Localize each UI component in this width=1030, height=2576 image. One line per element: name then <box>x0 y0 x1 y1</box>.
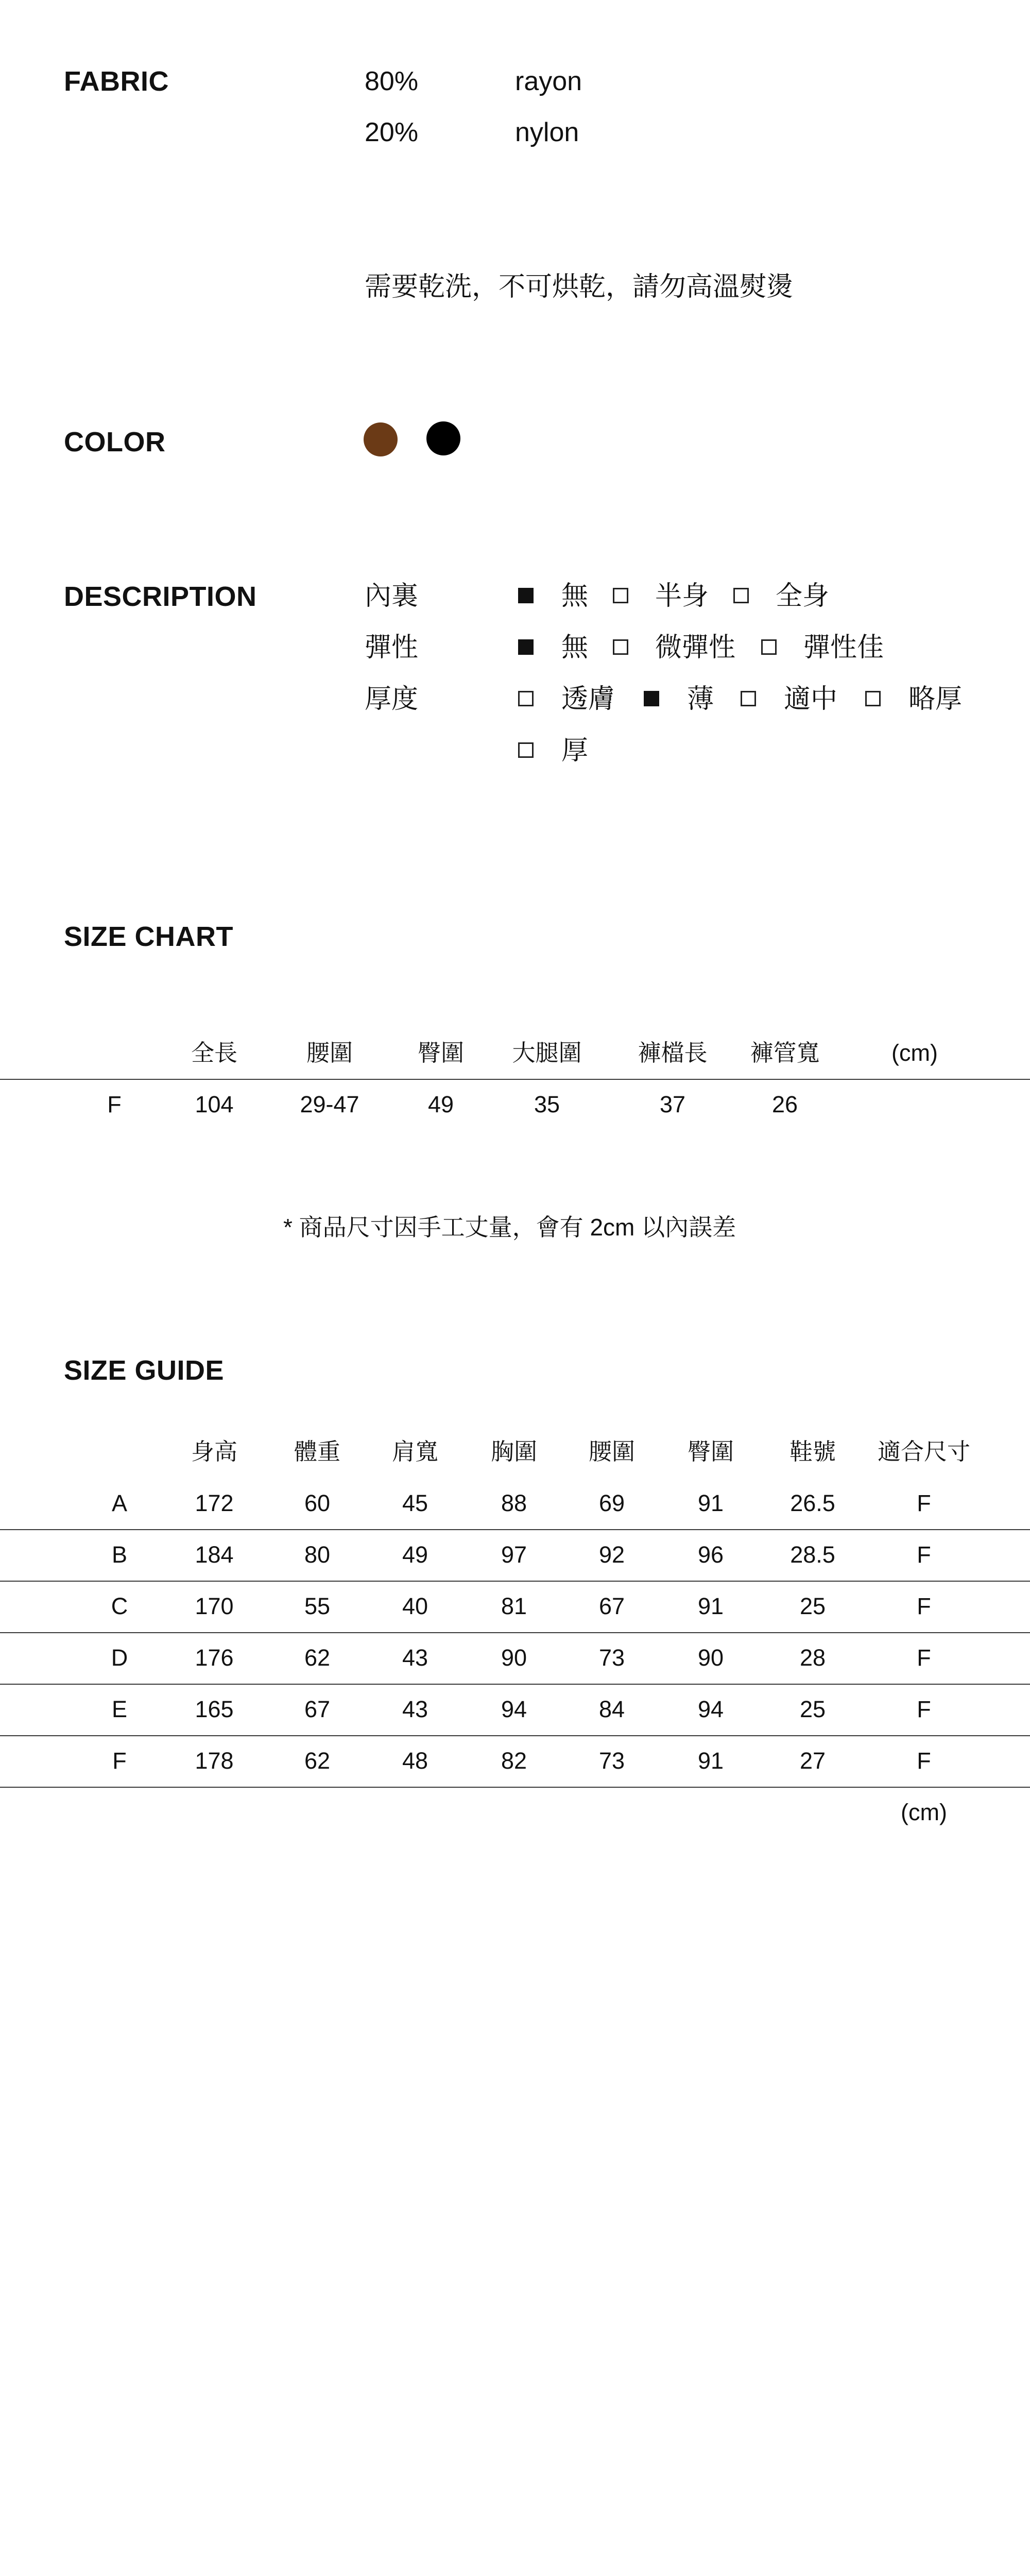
size-label: F <box>107 1091 122 1117</box>
table-cell: 88 <box>501 1490 527 1516</box>
table-cell: 92 <box>598 1541 625 1568</box>
checkbox-checked <box>518 588 534 603</box>
table-cell: 91 <box>697 1748 724 1774</box>
table-cell: F <box>917 1490 931 1516</box>
table-cell: 62 <box>304 1748 331 1774</box>
table-cell: F <box>917 1696 931 1722</box>
table-cell: 37 <box>659 1091 686 1117</box>
color-swatch-black <box>426 421 460 455</box>
table-header: 褲檔長 <box>638 1040 708 1066</box>
table-divider <box>0 1632 1030 1633</box>
table-cell: 84 <box>598 1696 625 1722</box>
table-cell: 73 <box>598 1748 625 1774</box>
table-cell: 40 <box>402 1593 428 1619</box>
table-cell: F <box>917 1645 931 1671</box>
table-cell: 82 <box>501 1748 527 1774</box>
table-cell: 91 <box>697 1593 724 1619</box>
table-cell: 94 <box>501 1696 527 1722</box>
fabric-material: rayon <box>515 66 582 96</box>
table-divider <box>0 1529 1030 1530</box>
table-cell: 43 <box>402 1696 428 1722</box>
checkbox-unchecked <box>733 588 749 603</box>
table-header: 臀圍 <box>687 1438 734 1465</box>
table-divider <box>0 1079 1030 1080</box>
table-header: 大腿圍 <box>512 1040 582 1066</box>
table-cell: 43 <box>402 1645 428 1671</box>
table-cell: 184 <box>195 1541 234 1568</box>
checkbox-unchecked <box>865 691 881 706</box>
description-heading: DESCRIPTION <box>64 581 257 612</box>
table-cell: 97 <box>501 1541 527 1568</box>
table-cell: 45 <box>402 1490 428 1516</box>
option-label: 全身 <box>776 581 830 611</box>
table-cell: 26.5 <box>790 1490 835 1516</box>
table-header: 臀圍 <box>417 1040 465 1066</box>
table-header: 體重 <box>294 1438 341 1465</box>
table-cell: 96 <box>697 1541 724 1568</box>
table-cell: 35 <box>534 1091 560 1117</box>
table-cell: 29-47 <box>300 1091 359 1117</box>
fabric-percent: 20% <box>365 117 419 147</box>
table-cell: F <box>917 1593 931 1619</box>
description-label: 厚度 <box>365 684 419 714</box>
table-cell: 90 <box>697 1645 724 1671</box>
checkbox-unchecked <box>761 639 777 655</box>
fabric-percent: 80% <box>365 66 419 96</box>
table-cell: 55 <box>304 1593 331 1619</box>
description-label: 彈性 <box>365 633 419 663</box>
option-label: 微彈性 <box>655 633 736 663</box>
table-cell: 81 <box>501 1593 527 1619</box>
table-header: 腰圍 <box>306 1040 353 1066</box>
table-divider <box>0 1684 1030 1685</box>
model-label: F <box>112 1748 127 1774</box>
table-cell: 48 <box>402 1748 428 1774</box>
unit-label: (cm) <box>901 1799 947 1825</box>
option-label: 無 <box>561 633 589 663</box>
description-label: 內裏 <box>365 581 419 611</box>
table-header: 肩寬 <box>391 1438 439 1465</box>
table-header: 褲管寬 <box>750 1040 820 1066</box>
size-chart-heading: SIZE CHART <box>64 921 233 952</box>
table-header: 適合尺寸 <box>877 1438 971 1465</box>
table-cell: 60 <box>304 1490 331 1516</box>
model-label: E <box>111 1696 128 1722</box>
size-guide-heading: SIZE GUIDE <box>64 1355 225 1386</box>
table-divider <box>0 1581 1030 1582</box>
table-cell: 69 <box>598 1490 625 1516</box>
table-cell: 165 <box>195 1696 234 1722</box>
option-label: 彈性佳 <box>803 633 884 663</box>
table-cell: 91 <box>697 1490 724 1516</box>
unit-label: (cm) <box>891 1040 938 1066</box>
table-cell: 67 <box>304 1696 331 1722</box>
table-cell: 49 <box>427 1091 454 1117</box>
option-label: 無 <box>561 581 589 611</box>
table-cell: 28 <box>799 1645 826 1671</box>
model-label: B <box>111 1541 128 1568</box>
model-label: D <box>111 1645 128 1671</box>
checkbox-unchecked <box>613 639 628 655</box>
fabric-material: nylon <box>515 117 579 147</box>
checkbox-unchecked <box>518 742 534 758</box>
checkbox-checked <box>644 691 659 706</box>
option-label: 略厚 <box>908 684 963 714</box>
table-cell: 27 <box>799 1748 826 1774</box>
measurement-note: * 商品尺寸因手工丈量，會有 2cm 以內誤差 <box>283 1214 736 1241</box>
table-cell: 49 <box>402 1541 428 1568</box>
model-label: A <box>111 1490 128 1516</box>
option-label: 薄 <box>687 684 714 714</box>
checkbox-checked <box>518 639 534 655</box>
model-label: C <box>111 1593 128 1619</box>
checkbox-unchecked <box>518 691 534 706</box>
table-cell: 80 <box>304 1541 331 1568</box>
color-heading: COLOR <box>64 427 166 457</box>
checkbox-unchecked <box>741 691 756 706</box>
table-cell: 170 <box>195 1593 234 1619</box>
fabric-heading: FABRIC <box>64 66 169 97</box>
table-cell: 176 <box>195 1645 234 1671</box>
table-cell: 172 <box>195 1490 234 1516</box>
option-label: 厚 <box>561 736 589 766</box>
option-label: 透膚 <box>561 684 615 714</box>
table-cell: 26 <box>771 1091 798 1117</box>
table-cell: 94 <box>697 1696 724 1722</box>
table-cell: 73 <box>598 1645 625 1671</box>
table-header: 腰圍 <box>588 1438 636 1465</box>
table-cell: 104 <box>195 1091 234 1117</box>
table-cell: 90 <box>501 1645 527 1671</box>
table-cell: 25 <box>799 1593 826 1619</box>
table-cell: 62 <box>304 1645 331 1671</box>
table-header: 胸圍 <box>490 1438 538 1465</box>
option-label: 適中 <box>784 684 838 714</box>
table-divider <box>0 1787 1030 1788</box>
table-header: 全長 <box>191 1040 238 1066</box>
table-cell: 25 <box>799 1696 826 1722</box>
checkbox-unchecked <box>613 588 628 603</box>
color-swatch-brown <box>364 422 398 456</box>
table-cell: F <box>917 1541 931 1568</box>
option-label: 半身 <box>655 581 709 611</box>
table-header: 身高 <box>191 1438 238 1465</box>
table-cell: 67 <box>598 1593 625 1619</box>
table-cell: 178 <box>195 1748 234 1774</box>
care-instructions: 需要乾洗，不可烘乾，請勿高溫熨燙 <box>365 272 794 302</box>
table-divider <box>0 1735 1030 1736</box>
table-cell: 28.5 <box>790 1541 835 1568</box>
table-header: 鞋號 <box>789 1438 836 1465</box>
table-cell: F <box>917 1748 931 1774</box>
